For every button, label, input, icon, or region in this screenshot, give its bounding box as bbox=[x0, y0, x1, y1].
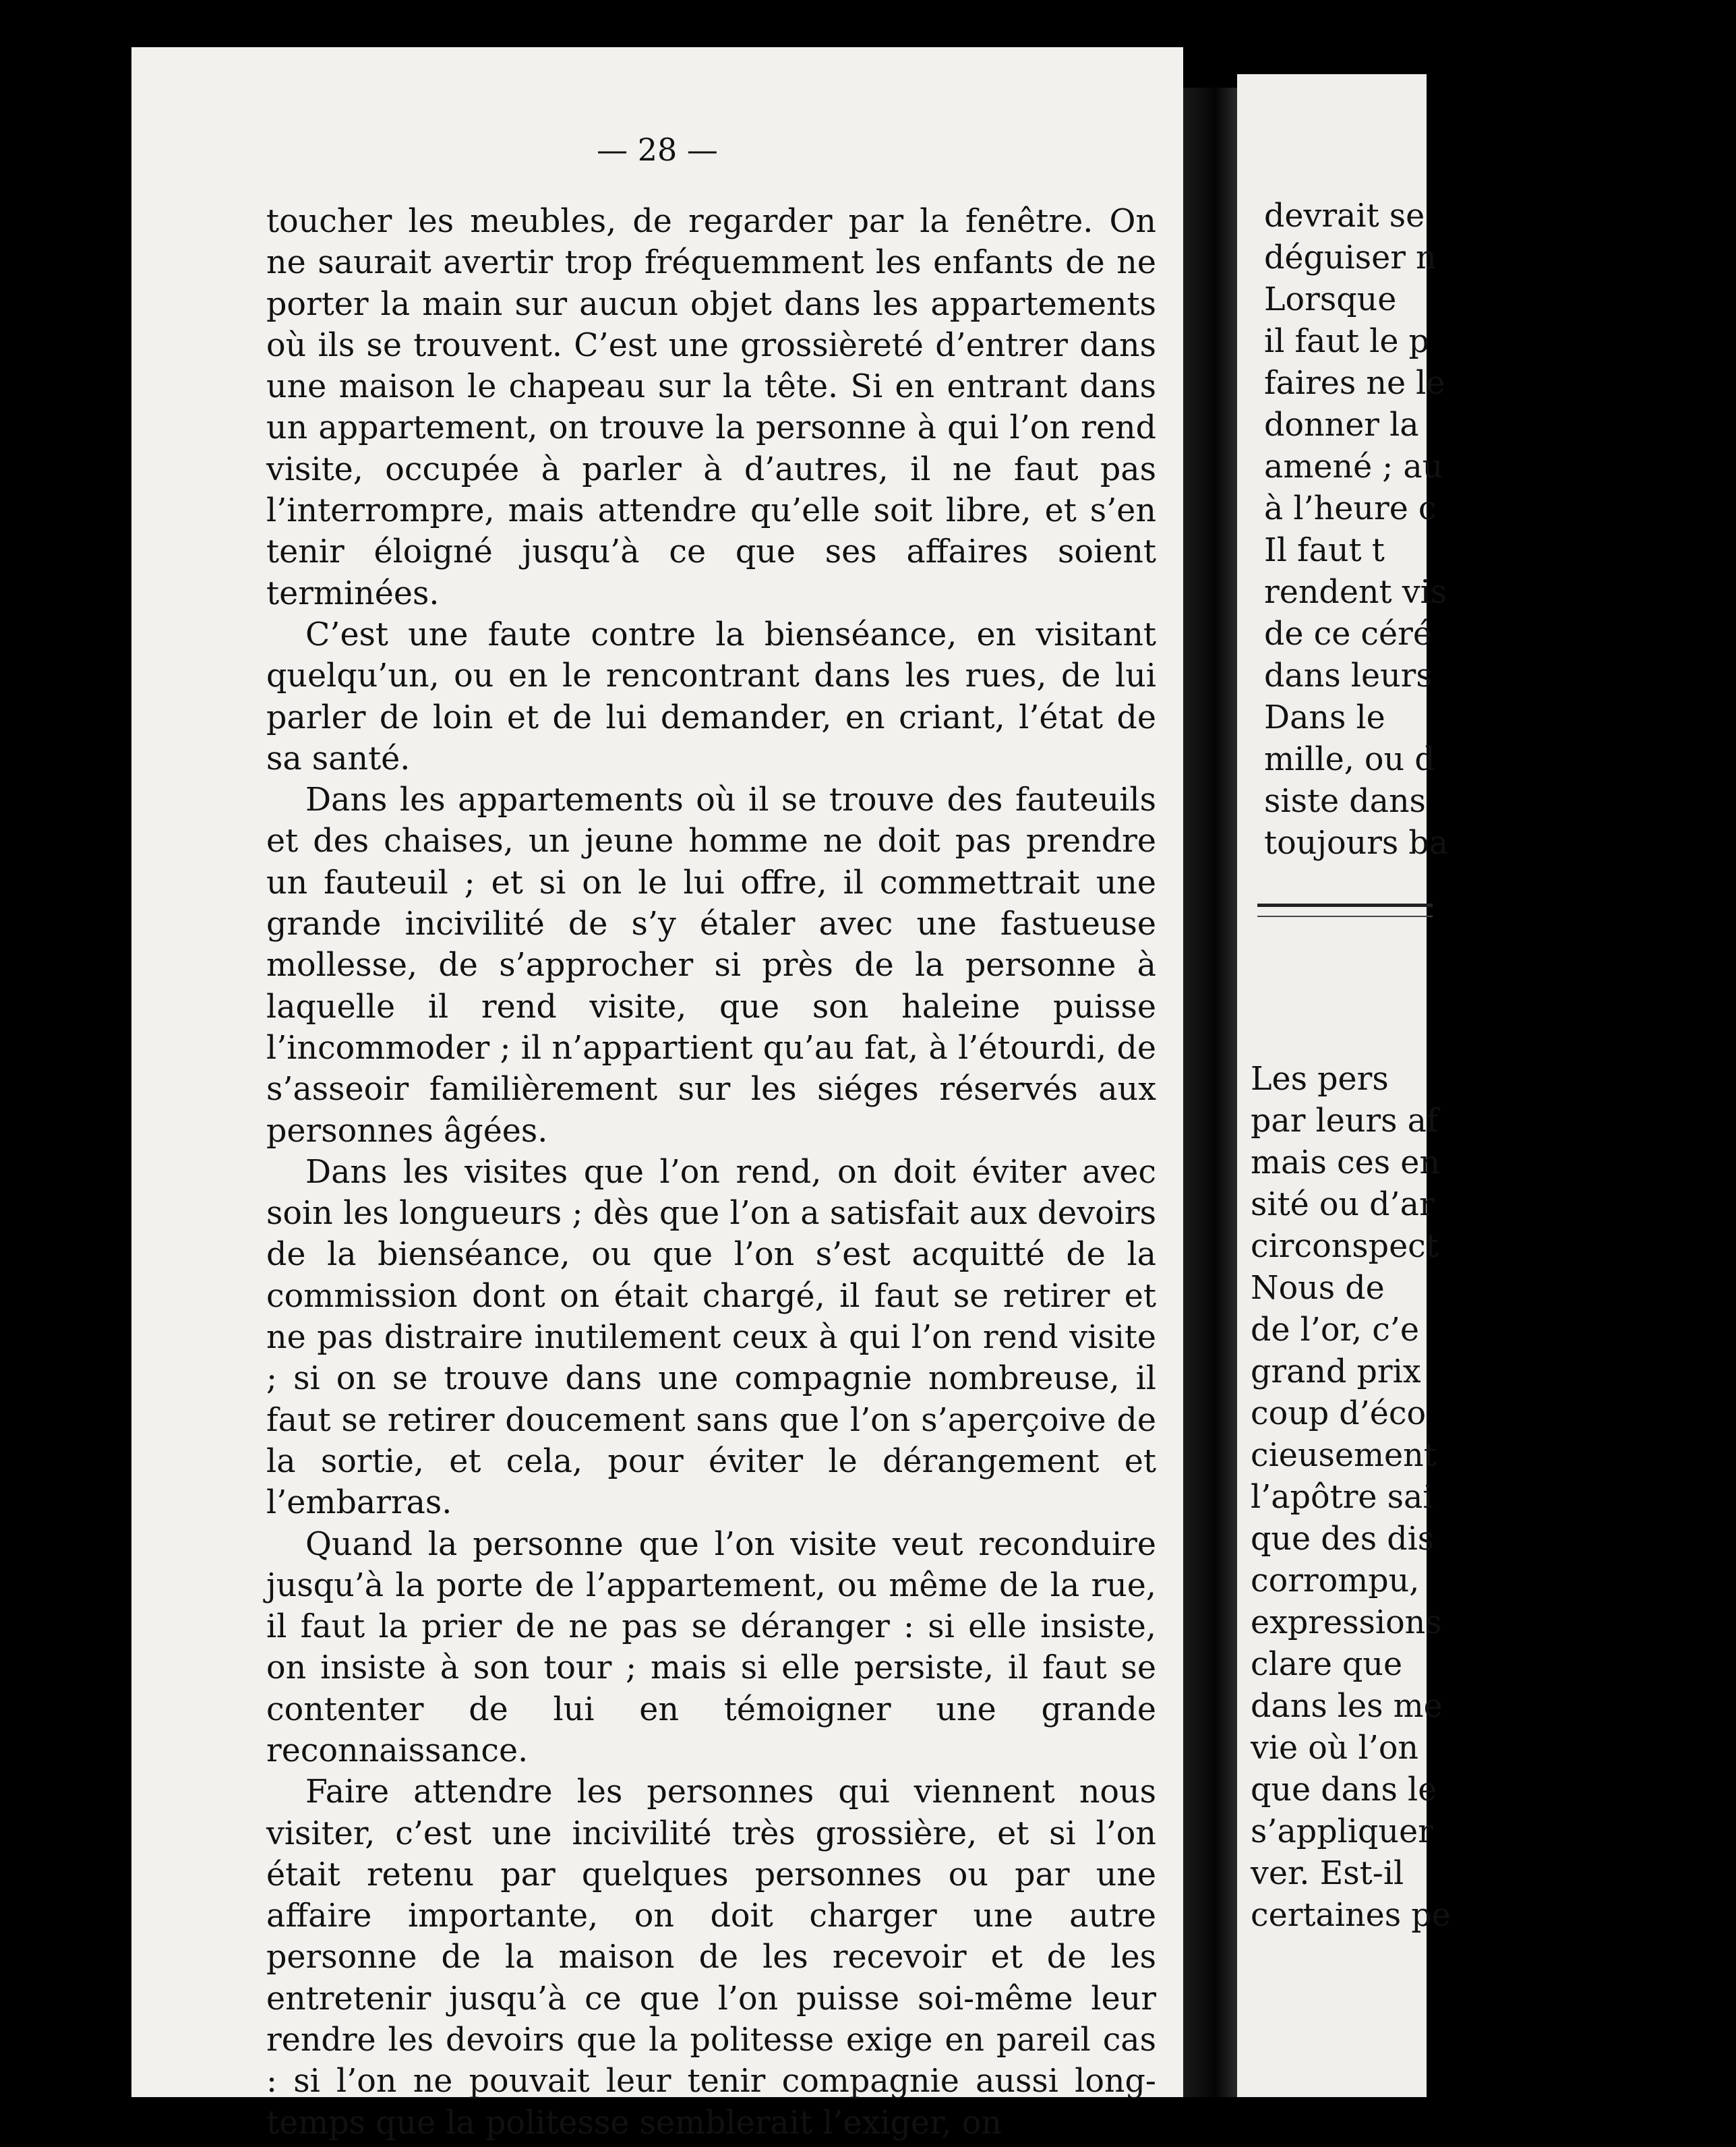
right-page-line: déguiser n bbox=[1264, 239, 1437, 276]
right-page-line: par leurs af bbox=[1251, 1102, 1439, 1140]
right-page-line: amené ; au bbox=[1264, 448, 1443, 486]
right-page-line: mille, ou d bbox=[1264, 741, 1435, 778]
right-page-line: clare que bbox=[1251, 1646, 1403, 1683]
right-page-line: cieusement bbox=[1251, 1437, 1437, 1474]
paragraph: Dans les visites que l’on rend, on doit éviter avec soin les longueurs ; dès que l’on a satisfait aux devoirs de la bienséance, ou que l’on s’est acquitté de la commission dont on était chargé, il faut se retirer et ne pas distraire inutilement ceux à qui l’on rend visite ; si on se trouve dans une compagnie nombreuse, il faut se retirer doucement sans que l’on s’aperçoive de la sortie, et cela, pour éviter le dérangement et l’embarras. bbox=[266, 1153, 1156, 1522]
paragraph: Quand la personne que l’on visite veut reconduire jusqu’à la porte de l’appartement, ou même de la rue, il faut la prier de ne pas se déranger : si elle insiste, on insiste à son tour ; mais si elle persiste, il faut se contenter de lui en témoigner une grande reconnaissance. bbox=[266, 1525, 1156, 1769]
right-page-line: mais ces en bbox=[1251, 1144, 1440, 1181]
right-page-line: s’appliquer bbox=[1251, 1813, 1433, 1850]
right-page-line: Il faut t bbox=[1264, 532, 1385, 569]
section-divider bbox=[1257, 904, 1433, 907]
right-page-line: donner la bbox=[1264, 407, 1419, 444]
right-page-line: de ce céré bbox=[1264, 616, 1432, 653]
paragraph: C’est une faute contre la bienséance, en visitant quelqu’un, ou en le rencontrant dans les rues, de lui parler de loin et de lui demander, en criant, l’état de sa santé. bbox=[266, 616, 1156, 777]
right-page-line: rendent vis bbox=[1264, 574, 1447, 611]
right-page-line: coup d’éco bbox=[1251, 1395, 1427, 1432]
page-number: — 28 — bbox=[597, 131, 718, 168]
right-page-line: Dans le bbox=[1264, 699, 1385, 736]
section-divider-thin bbox=[1257, 916, 1433, 917]
right-page-line: circonspect bbox=[1251, 1228, 1439, 1265]
right-page-line: ver. Est-il bbox=[1251, 1855, 1404, 1892]
right-page-line: à l’heure c bbox=[1264, 490, 1437, 527]
right-page-line: l’apôtre sai bbox=[1251, 1479, 1433, 1516]
right-page-line: dans les me bbox=[1251, 1688, 1443, 1725]
right-page-text-bottom bbox=[1251, 1059, 1723, 1937]
right-page-line: grand prix bbox=[1251, 1353, 1421, 1390]
right-page-line: corrompu, bbox=[1251, 1562, 1420, 1599]
right-page-line: que dans le bbox=[1251, 1771, 1437, 1808]
right-page-text-top bbox=[1264, 196, 1736, 864]
right-page-line: expressions bbox=[1251, 1604, 1442, 1641]
right-page-line: que des dis bbox=[1251, 1521, 1435, 1558]
right-page-line: certaines pe bbox=[1251, 1897, 1451, 1934]
right-page-line: siste dans bbox=[1264, 783, 1426, 820]
right-page-line: sité ou d’ar bbox=[1251, 1186, 1435, 1223]
right-page-line: toujours ba bbox=[1264, 825, 1449, 862]
right-page-line: faires ne le bbox=[1264, 365, 1445, 402]
paragraph: Dans les appartements où il se trouve des fauteuils et des chaises, un jeune homme ne doit pas prendre un fauteuil ; et si on le lui offre, il commettrait une grande incivilité de s’y étaler avec une fastueuse mollesse, de s’approcher si près de la personne à laquelle il rend visite, que son haleine puisse l’incommoder ; il n’appartient qu’au fat, à l’étourdi, de s’asseoir familièrement sur les siéges réservés aux personnes âgées. bbox=[266, 782, 1156, 1150]
book-gutter bbox=[1183, 88, 1237, 2097]
right-page-line: il faut le p bbox=[1264, 323, 1429, 360]
right-page bbox=[1237, 74, 1451, 2097]
right-page-line: devrait se bbox=[1264, 198, 1425, 235]
right-page-line: Lorsque bbox=[1264, 281, 1397, 318]
right-page-line: Nous de bbox=[1251, 1270, 1385, 1307]
paragraph: Faire attendre les personnes qui viennent nous visiter, c’est une incivilité très grossière, et si l’on était retenu par quelques personnes ou par une affaire importante, on doit charger une autre personne de la maison de les recevoir et de les entretenir jusqu’à ce que l’on puisse soi-même leur rendre les devoirs que la politesse exige en pareil cas : si l’on ne pouvait leur tenir compagnie aussi long-temps que la politesse semblerait l’exiger, on bbox=[266, 1773, 1156, 2142]
paragraph: toucher les meubles, de regarder par la fenêtre. On ne saurait avertir trop fréquemment les enfants de ne porter la main sur aucun objet dans les appartements où ils se trouvent. C’est une grossièreté d’entrer dans une maison le chapeau sur la tête. Si en entrant dans un appartement, on trouve la personne à qui l’on rend visite, occupée à parler à d’autres, il ne faut pas l’interrompre, mais attendre qu’elle soit libre, et s’en tenir éloigné jusqu’à ce que ses affaires soient terminées. bbox=[266, 203, 1156, 612]
right-page-line: Les pers bbox=[1251, 1061, 1389, 1098]
body-text bbox=[266, 201, 1156, 2144]
right-page-line: dans leurs bbox=[1264, 657, 1433, 695]
right-page-line: de l’or, c’e bbox=[1251, 1312, 1420, 1349]
right-page-line: vie où l’on bbox=[1251, 1730, 1419, 1767]
left-page bbox=[131, 47, 1183, 2142]
